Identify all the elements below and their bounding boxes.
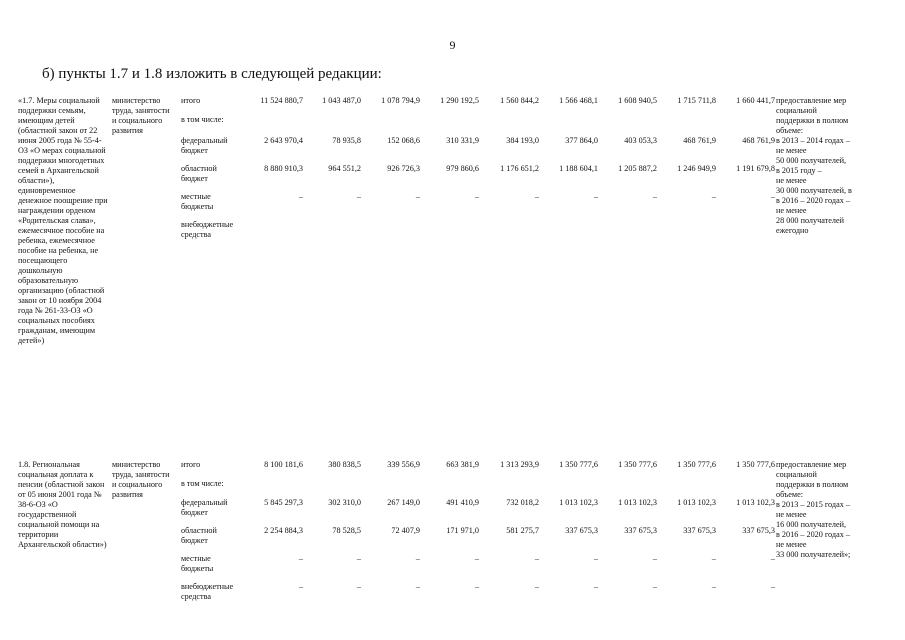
- funding-source: внебюджетные средства: [181, 582, 234, 601]
- value-2018: 1 608 940,5: [618, 96, 657, 105]
- funding-source: местные бюджеты: [181, 554, 214, 573]
- value-2015: –: [474, 192, 479, 201]
- expected-result: предоставление мер социальной поддержки в полном объеме: в 2013 – 2014 годах – не менее 50 000 получателей, в 2015 году – не менее 30 000 получателей, в в 2016 – 2020 годах – не менее 28 000 получателей ежегодно: [776, 96, 852, 235]
- value-2018: –: [652, 554, 657, 563]
- funding-source: местные бюджеты: [181, 192, 214, 211]
- funding-source: внебюджетные средства: [181, 220, 234, 239]
- value-2015: –: [474, 554, 479, 563]
- value-2013: 380 838,5: [328, 460, 361, 469]
- value-2017: 1 188 604,1: [559, 164, 598, 173]
- value-2014: 1 078 794,9: [381, 96, 420, 105]
- funding-source: итого: [181, 460, 201, 469]
- value-2019: 1 013 102,3: [677, 498, 716, 507]
- value-2020: –: [770, 554, 775, 563]
- value-2020: –: [770, 192, 775, 201]
- value-2020: 1 013 102,3: [736, 498, 775, 507]
- value-2018: 403 053,3: [624, 136, 657, 145]
- value-2015: 491 410,9: [446, 498, 479, 507]
- value-2013: 1 043 487,0: [322, 96, 361, 105]
- value-total: 5 845 297,3: [264, 498, 303, 507]
- value-2017: 1 350 777,6: [559, 460, 598, 469]
- value-2018: 1 205 887,2: [618, 164, 657, 173]
- value-2015: 171 971,0: [446, 526, 479, 535]
- value-2016: 1 560 844,2: [500, 96, 539, 105]
- value-2020: 1 191 679,8: [736, 164, 775, 173]
- value-2018: 337 675,3: [624, 526, 657, 535]
- value-2014: –: [415, 192, 420, 201]
- value-total: 2 643 970,4: [264, 136, 303, 145]
- value-2018: 1 013 102,3: [618, 498, 657, 507]
- value-2015: –: [474, 582, 479, 591]
- value-2014: 267 149,0: [387, 498, 420, 507]
- value-2016: –: [534, 554, 539, 563]
- value-2013: –: [356, 192, 361, 201]
- item-title: «1.7. Меры социальной поддержки семьям, имеющим детей (областной закон от 22 июня 2005 года № 55-4-ОЗ «О мерах социальной поддержки многодетных семей в Архангельской области»), единовременное денежное поощрение при награждении орденом «Родительская слава», ежемесячное пособие на ребенка, ежемесячное пособие на ребенка, не посещающего дошкольную образовательную организацию (областной закон от 10 ноября 2004 года № 261-33-ОЗ «О социальных пособиях гражданам, имеющим детей»): [18, 96, 108, 345]
- value-2014: 926 726,3: [387, 164, 420, 173]
- value-2016: 1 313 293,9: [500, 460, 539, 469]
- value-2016: 1 176 651,2: [500, 164, 539, 173]
- value-2014: –: [415, 554, 420, 563]
- value-2013: 964 551,2: [328, 164, 361, 173]
- value-2017: 1 566 468,1: [559, 96, 598, 105]
- funding-source: областной бюджет: [181, 164, 217, 183]
- value-2013: –: [356, 554, 361, 563]
- item-executor: министерство труда, занятости и социального развития: [112, 96, 170, 135]
- value-2019: 337 675,3: [683, 526, 716, 535]
- item-executor: министерство труда, занятости и социального развития: [112, 460, 170, 499]
- value-2013: 78 935,8: [332, 136, 361, 145]
- value-2020: 1 350 777,6: [736, 460, 775, 469]
- value-2017: –: [593, 192, 598, 201]
- value-2015: 310 331,9: [446, 136, 479, 145]
- value-2013: 78 528,5: [332, 526, 361, 535]
- value-2015: 979 860,6: [446, 164, 479, 173]
- value-2017: –: [593, 582, 598, 591]
- funding-source: федеральный бюджет: [181, 498, 228, 517]
- value-2018: –: [652, 582, 657, 591]
- value-total: –: [298, 554, 303, 563]
- value-2019: –: [711, 554, 716, 563]
- value-2016: 581 275,7: [506, 526, 539, 535]
- value-2018: –: [652, 192, 657, 201]
- value-total: 8 880 910,3: [264, 164, 303, 173]
- value-total: 8 100 181,6: [264, 460, 303, 469]
- funding-source: в том числе:: [181, 479, 224, 488]
- value-total: 11 524 880,7: [260, 96, 303, 105]
- value-2017: –: [593, 554, 598, 563]
- value-2014: –: [415, 582, 420, 591]
- value-2014: 152 068,6: [387, 136, 420, 145]
- value-total: 2 254 884,3: [264, 526, 303, 535]
- value-2017: 1 013 102,3: [559, 498, 598, 507]
- page-number: 9: [449, 38, 456, 52]
- value-2020: 468 761,9: [742, 136, 775, 145]
- amendment-heading: б) пункты 1.7 и 1.8 изложить в следующей редакции:: [42, 66, 382, 82]
- value-2016: 384 193,0: [506, 136, 539, 145]
- value-2016: 732 018,2: [506, 498, 539, 507]
- value-2020: –: [770, 582, 775, 591]
- funding-source: федеральный бюджет: [181, 136, 228, 155]
- value-2019: 468 761,9: [683, 136, 716, 145]
- value-2018: 1 350 777,6: [618, 460, 657, 469]
- value-2016: –: [534, 582, 539, 591]
- value-2019: 1 715 711,8: [677, 96, 716, 105]
- value-2020: 337 675,3: [742, 526, 775, 535]
- value-2016: –: [534, 192, 539, 201]
- value-2014: 72 407,9: [391, 526, 420, 535]
- value-total: –: [298, 192, 303, 201]
- value-2019: 1 350 777,6: [677, 460, 716, 469]
- funding-source: областной бюджет: [181, 526, 217, 545]
- value-2019: –: [711, 582, 716, 591]
- value-2013: –: [356, 582, 361, 591]
- value-2017: 377 864,0: [565, 136, 598, 145]
- value-2015: 1 290 192,5: [440, 96, 479, 105]
- value-2020: 1 660 441,7: [736, 96, 775, 105]
- item-title: 1.8. Региональная социальная доплата к пенсии (областной закон от 05 июня 2001 года № 38-6-ОЗ «О государственной социальной помощи на территории Архангельской области»): [18, 460, 107, 549]
- value-2017: 337 675,3: [565, 526, 598, 535]
- value-2013: 302 310,0: [328, 498, 361, 507]
- value-2019: 1 246 949,9: [677, 164, 716, 173]
- value-2019: –: [711, 192, 716, 201]
- value-2014: 339 556,9: [387, 460, 420, 469]
- value-2015: 663 381,9: [446, 460, 479, 469]
- expected-result: предоставление мер социальной поддержки в полном объеме: в 2013 – 2015 годах – не менее 16 000 получателей, в 2016 – 2020 годах – не менее 33 000 получателей»;: [776, 460, 851, 559]
- value-total: –: [298, 582, 303, 591]
- funding-source: в том числе:: [181, 115, 224, 124]
- funding-source: итого: [181, 96, 201, 105]
